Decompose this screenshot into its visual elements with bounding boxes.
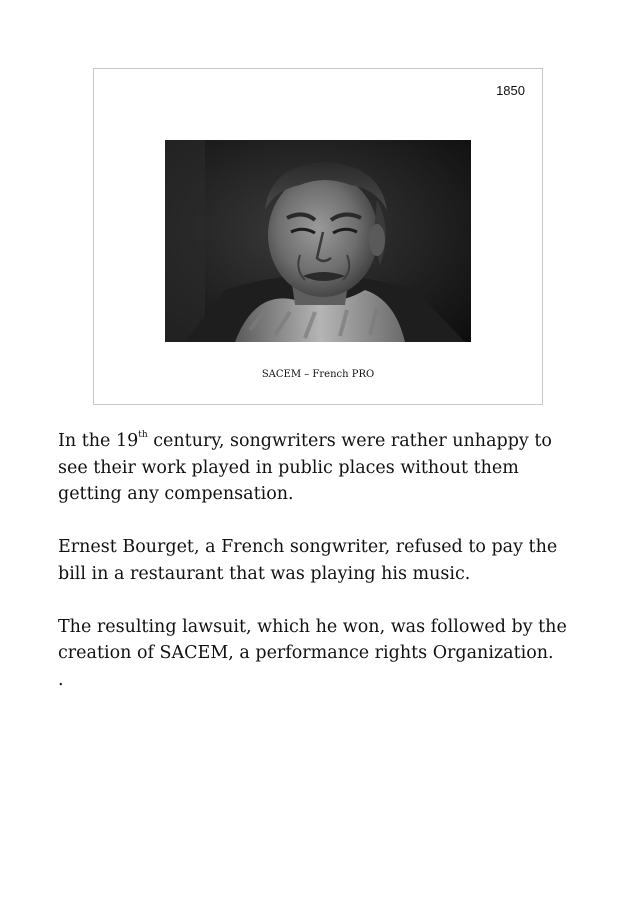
photo-caption: SACEM – French PRO xyxy=(261,369,375,380)
portrait-photo-image xyxy=(165,140,471,342)
article-body xyxy=(58,428,578,693)
paragraph-2: Ernest Bourget, a French songwriter, refused to pay the bill in a restaurant that was playing his music. xyxy=(58,537,558,584)
trailing-period: . xyxy=(58,669,64,690)
paragraph-1-rest: century, songwriters were rather unhappy to see their work played in public places without them getting any compensation. xyxy=(58,431,552,504)
slide-year: 1850 xyxy=(496,83,525,98)
slide-frame xyxy=(93,68,543,405)
paragraph-3: The resulting lawsuit, which he won, was followed by the creation of SACEM, a performance rights Organization. xyxy=(58,616,567,663)
portrait-photo xyxy=(165,140,471,342)
paragraph-1-start: In the 19 xyxy=(58,431,139,451)
ordinal-suffix: th xyxy=(138,430,148,440)
paragraph-1 xyxy=(58,428,578,508)
